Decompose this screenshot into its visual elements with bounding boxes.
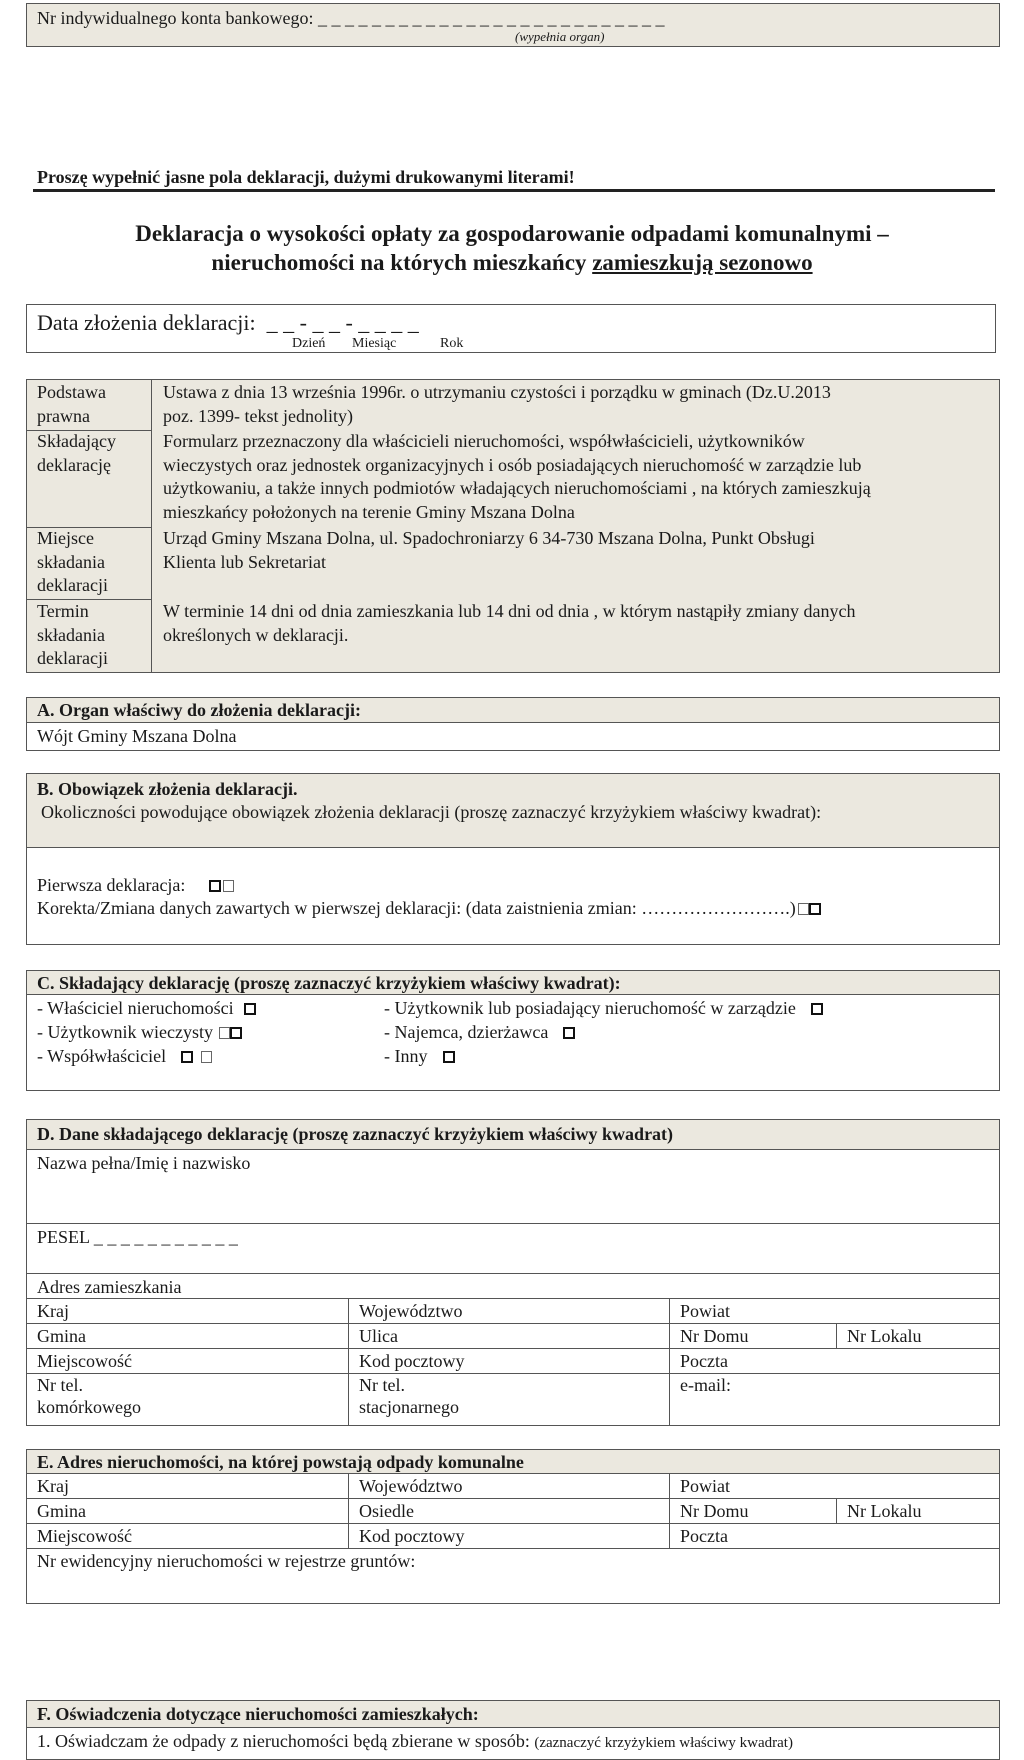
- e-poczta-field[interactable]: Poczta: [680, 1526, 728, 1546]
- correction-checkbox[interactable]: [809, 903, 821, 915]
- section-a-value[interactable]: Wójt Gminy Mszana Dolna: [37, 726, 237, 746]
- miejsce-label: Miejsce składania deklaracji: [37, 528, 108, 595]
- e-wojewodztwo-field[interactable]: Województwo: [359, 1476, 463, 1496]
- page-title: Deklaracja o wysokości opłaty za gospodarowanie odpadami komunalnymi – nieruchomości na których mieszkańcy zamieszkują sezonowo: [135, 221, 889, 275]
- date-box: [26, 304, 996, 353]
- co-owner-option[interactable]: - Współwłaściciel: [37, 1045, 212, 1067]
- skladajacy-text: Formularz przeznaczony dla właścicieli nieruchomości, współwłaścicieli, użytkowników wieczystych oraz jednostek organizacyjnych i osób posiadających nieruchomość w zarządzie lub użytkowaniu, a także innych podmiotów władających nieruchomościami , na których zamieszkują mieszkańcy położonych na terenie Gminy Mszana Dolna: [163, 431, 871, 522]
- section-f-line1: 1. Oświadczam że odpady z nieruchomości będą zbierane w sposób: (zaznaczyć krzyżykiem właściwy kwadrat): [37, 1731, 793, 1751]
- pesel-field[interactable]: PESEL _ _ _ _ _ _ _ _ _ _ _: [37, 1227, 238, 1247]
- d-gmina-field[interactable]: Gmina: [37, 1326, 86, 1346]
- section-b-subtitle: Okoliczności powodujące obowiązek złożenia deklaracji (proszę zaznaczyć krzyżykiem właściwy kwadrat):: [41, 802, 822, 822]
- correction-option[interactable]: Korekta/Zmiana danych zawartych w pierwszej deklaracji: (data zaistnienia zmian: …………………….): [37, 897, 821, 919]
- section-f: [26, 1700, 1000, 1760]
- section-a: [26, 697, 1000, 751]
- section-e: [26, 1449, 1000, 1604]
- e-nr-lokalu-field[interactable]: Nr Lokalu: [847, 1501, 922, 1521]
- first-declaration-checkbox[interactable]: [209, 880, 221, 892]
- d-kod-field[interactable]: Kod pocztowy: [359, 1351, 465, 1371]
- info-table: [26, 379, 1000, 673]
- section-d-title: D. Dane składającego deklarację (proszę zaznaczyć krzyżykiem właściwy kwadrat): [37, 1124, 674, 1144]
- d-kraj-field[interactable]: Kraj: [37, 1301, 69, 1321]
- skladajacy-label: Składający deklarację: [37, 431, 116, 475]
- podstawa-label: Podstawa prawna: [37, 382, 106, 426]
- d-poczta-field[interactable]: Poczta: [680, 1351, 728, 1371]
- instruction-text: Proszę wypełnić jasne pola deklaracji, dużymi drukowanymi literami!: [37, 167, 575, 187]
- termin-text: W terminie 14 dni od dnia zamieszkania lub 14 dni od dnia , w którym nastąpiły zmiany danych określonych w deklaracji.: [163, 601, 856, 645]
- account-note: (wypełnia organ): [515, 29, 605, 44]
- e-gmina-field[interactable]: Gmina: [37, 1501, 86, 1521]
- e-nr-domu-field[interactable]: Nr Domu: [680, 1501, 749, 1521]
- date-label: Data złożenia deklaracji: _ _ - _ _ - _ _ _ _: [37, 310, 419, 335]
- full-name-field[interactable]: Nazwa pełna/Imię i nazwisko: [37, 1153, 251, 1173]
- date-input[interactable]: _ _ - _ _ - _ _ _ _: [266, 310, 419, 335]
- termin-label: Termin składania deklaracji: [37, 601, 108, 668]
- section-a-title: A. Organ właściwy do złożenia deklaracji:: [37, 700, 361, 720]
- section-f-title: F. Oświadczenia dotyczące nieruchomości zamieszkałych:: [37, 1704, 479, 1724]
- section-c: [26, 970, 1000, 1091]
- e-ewidencja-field[interactable]: Nr ewidencyjny nieruchomości w rejestrze gruntów:: [37, 1551, 416, 1571]
- date-month-label: Miesiąc: [352, 336, 397, 351]
- section-b: [26, 773, 1000, 945]
- e-osiedle-field[interactable]: Osiedle: [359, 1501, 414, 1521]
- instruction-rule: [33, 189, 995, 192]
- d-ulica-field[interactable]: Ulica: [359, 1326, 398, 1346]
- e-miejscowosc-field[interactable]: Miejscowość: [37, 1526, 132, 1546]
- d-nr-domu-field[interactable]: Nr Domu: [680, 1326, 749, 1346]
- e-kraj-field[interactable]: Kraj: [37, 1476, 69, 1496]
- podstawa-text: Ustawa z dnia 13 września 1996r. o utrzymaniu czystości i porządku w gminach (Dz.U.2013 poz. 1399- tekst jednolity): [163, 382, 831, 426]
- section-c-title: C. Składający deklarację (proszę zaznaczyć krzyżykiem właściwy kwadrat):: [37, 973, 621, 993]
- d-wojewodztwo-field[interactable]: Województwo: [359, 1301, 463, 1321]
- d-powiat-field[interactable]: Powiat: [680, 1301, 731, 1321]
- miejsce-text: Urząd Gminy Mszana Dolna, ul. Spadochroniarzy 6 34-730 Mszana Dolna, Punkt Obsługi Klienta lub Sekretariat: [163, 528, 815, 572]
- address-label: Adres zamieszkania: [37, 1277, 182, 1297]
- perpetual-user-option[interactable]: - Użytkownik wieczysty: [37, 1021, 242, 1043]
- other-option[interactable]: - Inny: [384, 1045, 455, 1067]
- date-year-label: Rok: [440, 336, 464, 351]
- section-b-title: B. Obowiązek złożenia deklaracji.: [37, 779, 298, 799]
- account-box: [26, 3, 1000, 47]
- d-tel-landline-field[interactable]: Nr tel. stacjonarnego: [359, 1375, 459, 1417]
- tenant-option[interactable]: - Najemca, dzierżawca: [384, 1021, 575, 1043]
- section-e-title: E. Adres nieruchomości, na której powstają odpady komunalne: [37, 1452, 524, 1472]
- e-powiat-field[interactable]: Powiat: [680, 1476, 731, 1496]
- d-email-field[interactable]: e-mail:: [680, 1375, 731, 1395]
- date-day-label: Dzień: [292, 336, 326, 351]
- manager-option[interactable]: - Użytkownik lub posiadający nieruchomość w zarządzie: [384, 997, 823, 1019]
- d-tel-mobile-field[interactable]: Nr tel. komórkowego: [37, 1375, 141, 1417]
- e-kod-field[interactable]: Kod pocztowy: [359, 1526, 465, 1546]
- account-label: Nr indywidualnego konta bankowego: _ _ _ _ _ _ _ _ _ _ _ _ _ _ _ _ _ _ _ _ _ _ _ _ _ _: [37, 8, 665, 28]
- d-nr-lokalu-field[interactable]: Nr Lokalu: [847, 1326, 922, 1346]
- d-miejscowosc-field[interactable]: Miejscowość: [37, 1351, 132, 1371]
- owner-option[interactable]: - Właściciel nieruchomości: [37, 997, 256, 1019]
- first-declaration-option[interactable]: Pierwsza deklaracja:: [37, 874, 234, 896]
- section-d: [26, 1119, 1000, 1426]
